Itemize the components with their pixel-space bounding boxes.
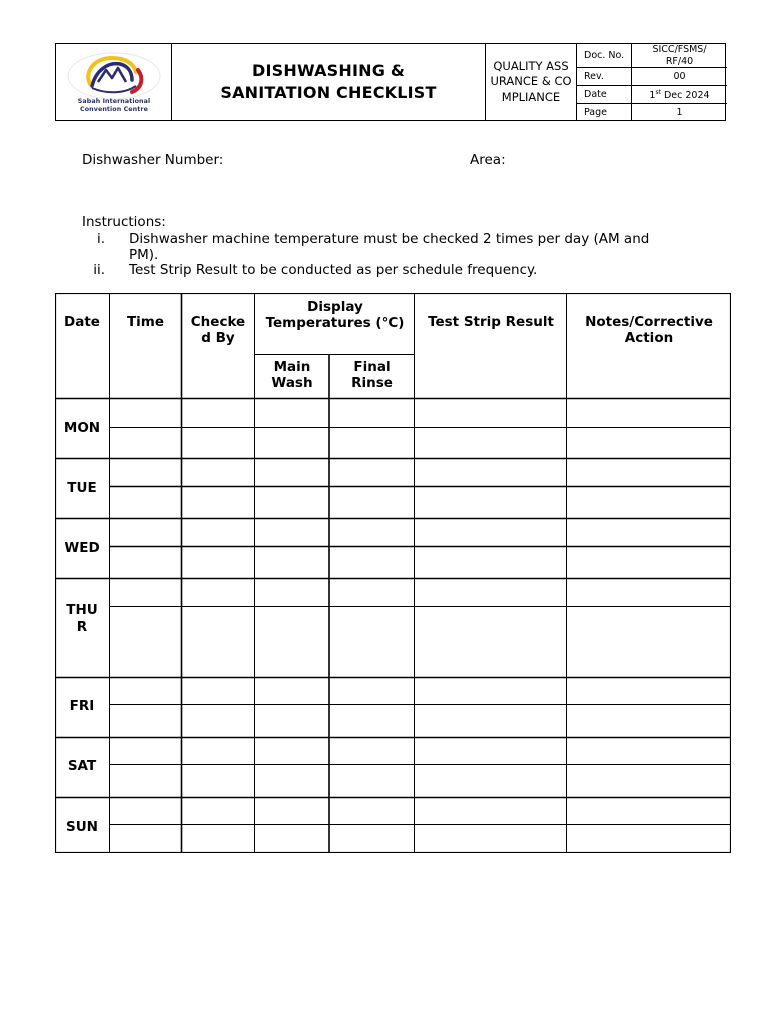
cell-test-strip[interactable] bbox=[417, 489, 565, 517]
cell-time[interactable] bbox=[112, 549, 180, 577]
cell-checked-by[interactable] bbox=[184, 609, 253, 676]
cell-test-strip[interactable] bbox=[417, 827, 565, 851]
cell-final-rinse[interactable] bbox=[331, 827, 413, 851]
cell-test-strip[interactable] bbox=[417, 461, 565, 485]
instruction-item bbox=[0, 262, 768, 278]
instruction-number: ii. bbox=[93, 262, 105, 278]
day-label: THU R bbox=[66, 602, 98, 635]
cell-notes[interactable] bbox=[569, 800, 729, 823]
logo-cell bbox=[56, 44, 172, 120]
day-label: TUE bbox=[67, 480, 97, 496]
cell-final-rinse[interactable] bbox=[331, 707, 413, 736]
column-header-final-rinse: Final Rinse bbox=[351, 359, 393, 391]
cell-checked-by[interactable] bbox=[184, 521, 253, 545]
cell-notes[interactable] bbox=[569, 430, 729, 457]
cell-main-wash[interactable] bbox=[257, 461, 327, 485]
column-header-display-temperatures: Display Temperatures (°C) bbox=[265, 299, 405, 331]
date-label: Date bbox=[577, 86, 632, 103]
cell-notes[interactable] bbox=[569, 609, 729, 676]
logo-caption-line1: Sabah International bbox=[77, 98, 151, 105]
cell-notes[interactable] bbox=[569, 489, 729, 517]
document-title-line2: SANITATION CHECKLIST bbox=[220, 83, 437, 102]
rev-row bbox=[577, 68, 727, 86]
cell-notes[interactable] bbox=[569, 740, 729, 763]
cell-main-wash[interactable] bbox=[257, 549, 327, 577]
cell-time[interactable] bbox=[112, 800, 180, 823]
date-value bbox=[632, 86, 727, 103]
cell-final-rinse[interactable] bbox=[331, 521, 413, 545]
doc-no-label: Doc. No. bbox=[577, 44, 632, 67]
cell-final-rinse[interactable] bbox=[331, 609, 413, 676]
cell-final-rinse[interactable] bbox=[331, 461, 413, 485]
instruction-item bbox=[0, 231, 768, 263]
dishwasher-number-label: Dishwasher Number: bbox=[82, 152, 224, 168]
doc-no-value-line1: SICC/FSMS/ bbox=[652, 43, 707, 55]
area-label: Area: bbox=[470, 152, 506, 168]
cell-main-wash[interactable] bbox=[257, 581, 327, 605]
cell-main-wash[interactable] bbox=[257, 800, 327, 823]
cell-final-rinse[interactable] bbox=[331, 489, 413, 517]
cell-main-wash[interactable] bbox=[257, 401, 327, 426]
cell-notes[interactable] bbox=[569, 461, 729, 485]
instruction-text: Dishwasher machine temperature must be checked 2 times per day (AM and PM). bbox=[129, 231, 650, 263]
cell-time[interactable] bbox=[112, 707, 180, 736]
cell-test-strip[interactable] bbox=[417, 767, 565, 796]
cell-checked-by[interactable] bbox=[184, 800, 253, 823]
cell-checked-by[interactable] bbox=[184, 740, 253, 763]
date-suffix: st bbox=[655, 88, 661, 96]
column-header-test-strip: Test Strip Result bbox=[428, 314, 554, 330]
cell-final-rinse[interactable] bbox=[331, 430, 413, 457]
doc-no-value-line2: RF/40 bbox=[665, 55, 694, 67]
cell-final-rinse[interactable] bbox=[331, 740, 413, 763]
day-label: MON bbox=[63, 420, 101, 436]
column-header-main-wash: Main Wash bbox=[271, 359, 313, 391]
page-value: 1 bbox=[676, 106, 683, 118]
day-label: WED bbox=[64, 540, 100, 556]
cell-time[interactable] bbox=[112, 680, 180, 703]
cell-test-strip[interactable] bbox=[417, 740, 565, 763]
cell-time[interactable] bbox=[112, 461, 180, 485]
cell-test-strip[interactable] bbox=[417, 581, 565, 605]
cell-main-wash[interactable] bbox=[257, 521, 327, 545]
column-header-date: Date bbox=[64, 314, 100, 330]
cell-checked-by[interactable] bbox=[184, 489, 253, 517]
cell-test-strip[interactable] bbox=[417, 401, 565, 426]
cell-time[interactable] bbox=[112, 430, 180, 457]
cell-final-rinse[interactable] bbox=[331, 401, 413, 426]
cell-main-wash[interactable] bbox=[257, 430, 327, 457]
cell-time[interactable] bbox=[112, 581, 180, 605]
instruction-text: Test Strip Result to be conducted as per schedule frequency. bbox=[129, 262, 538, 278]
document-title bbox=[220, 60, 436, 104]
column-header-time: Time bbox=[126, 314, 165, 330]
department-name: QUALITY ASSURANCE & COMPLIANCE bbox=[490, 59, 572, 104]
cell-time[interactable] bbox=[112, 521, 180, 545]
cell-checked-by[interactable] bbox=[184, 549, 253, 577]
cell-notes[interactable] bbox=[569, 767, 729, 796]
sicc-logo bbox=[62, 50, 166, 116]
sicc-logo-icon bbox=[62, 50, 166, 100]
cell-main-wash[interactable] bbox=[257, 680, 327, 703]
cell-checked-by[interactable] bbox=[184, 401, 253, 426]
day-label: SUN bbox=[66, 819, 98, 835]
doc-no-row bbox=[577, 44, 727, 68]
column-header-checked-by: Checke d By bbox=[190, 314, 246, 346]
cell-notes[interactable] bbox=[569, 521, 729, 545]
date-day: 1 bbox=[649, 90, 656, 102]
cell-notes[interactable] bbox=[569, 581, 729, 605]
page-label: Page bbox=[577, 104, 632, 121]
logo-caption-line2: Convention Centre bbox=[80, 106, 148, 113]
cell-test-strip[interactable] bbox=[417, 549, 565, 577]
column-header-notes: Notes/Corrective Action bbox=[585, 314, 713, 346]
cell-time[interactable] bbox=[112, 740, 180, 763]
cell-checked-by[interactable] bbox=[184, 827, 253, 851]
cell-notes[interactable] bbox=[569, 549, 729, 577]
date-row bbox=[577, 86, 727, 104]
department-cell bbox=[486, 44, 577, 120]
cell-test-strip[interactable] bbox=[417, 800, 565, 823]
cell-test-strip[interactable] bbox=[417, 680, 565, 703]
cell-main-wash[interactable] bbox=[257, 609, 327, 676]
cell-final-rinse[interactable] bbox=[331, 800, 413, 823]
cell-time[interactable] bbox=[112, 401, 180, 426]
cell-main-wash[interactable] bbox=[257, 707, 327, 736]
cell-notes[interactable] bbox=[569, 827, 729, 851]
cell-notes[interactable] bbox=[569, 680, 729, 703]
cell-test-strip[interactable] bbox=[417, 521, 565, 545]
cell-test-strip[interactable] bbox=[417, 430, 565, 457]
date-rest: Dec 2024 bbox=[660, 90, 710, 102]
cell-time[interactable] bbox=[112, 489, 180, 517]
cell-checked-by[interactable] bbox=[184, 680, 253, 703]
cell-checked-by[interactable] bbox=[184, 430, 253, 457]
cell-time[interactable] bbox=[112, 767, 180, 796]
cell-time[interactable] bbox=[112, 609, 180, 676]
document-header bbox=[55, 43, 726, 121]
cell-test-strip[interactable] bbox=[417, 609, 565, 676]
checklist-table bbox=[55, 293, 731, 853]
cell-checked-by[interactable] bbox=[184, 767, 253, 796]
title-cell bbox=[172, 44, 486, 120]
document-title-line1: DISHWASHING & bbox=[252, 61, 405, 80]
cell-checked-by[interactable] bbox=[184, 581, 253, 605]
cell-time[interactable] bbox=[112, 827, 180, 851]
cell-final-rinse[interactable] bbox=[331, 680, 413, 703]
instructions-heading: Instructions: bbox=[82, 214, 166, 230]
rev-value: 00 bbox=[673, 70, 686, 82]
day-label: FRI bbox=[69, 698, 95, 714]
instruction-number: i. bbox=[96, 231, 105, 247]
cell-main-wash[interactable] bbox=[257, 827, 327, 851]
cell-final-rinse[interactable] bbox=[331, 767, 413, 796]
cell-checked-by[interactable] bbox=[184, 461, 253, 485]
day-label: SAT bbox=[67, 758, 97, 774]
cell-main-wash[interactable] bbox=[257, 489, 327, 517]
cell-notes[interactable] bbox=[569, 401, 729, 426]
rev-label: Rev. bbox=[577, 68, 632, 85]
cell-main-wash[interactable] bbox=[257, 740, 327, 763]
cell-checked-by[interactable] bbox=[184, 707, 253, 736]
cell-final-rinse[interactable] bbox=[331, 581, 413, 605]
cell-notes[interactable] bbox=[569, 707, 729, 736]
page-row bbox=[577, 104, 727, 121]
cell-final-rinse[interactable] bbox=[331, 549, 413, 577]
document-meta bbox=[577, 44, 727, 120]
doc-no-value bbox=[632, 44, 727, 67]
cell-test-strip[interactable] bbox=[417, 707, 565, 736]
cell-main-wash[interactable] bbox=[257, 767, 327, 796]
